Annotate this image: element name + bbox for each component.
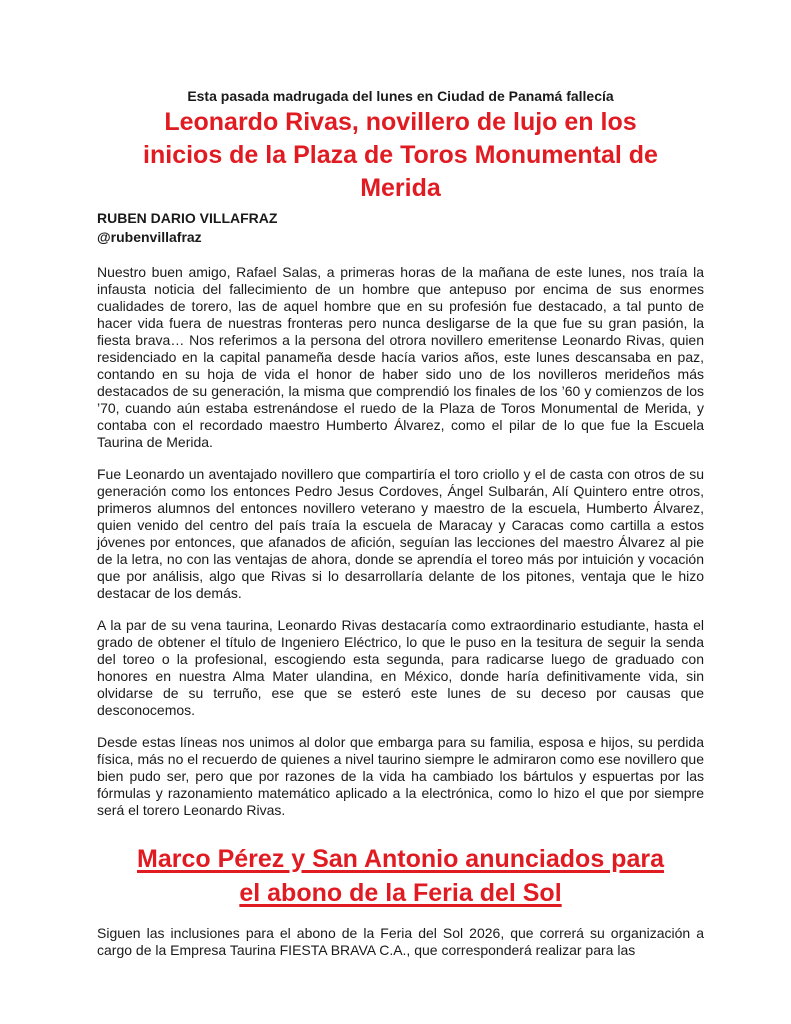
body-paragraph-3: A la par de su vena taurina, Leonardo Rivas destacaría como extraordinario estudiante, hasta el grado de obtener el título de Ingeniero Eléctrico, lo que le puso en la tesitura de seguir la senda del toreo o la profesional, escogiendo esta segunda, para radicarse luego de graduado con honores en nuestra Alma Mater ulandina, en México, donde haría definitivamente vida, sin olvidarse de su terruño, ese que se esteró este lunes de su deceso por causas que desconocemos.: [97, 617, 704, 718]
byline-author-handle: @rubenvillafraz: [97, 229, 202, 245]
section-paragraph-1: Siguen las inclusiones para el abono de la Feria del Sol 2026, que correrá su organización a cargo de la Empresa Taurina FIESTA BRAVA C.A., que corresponderá realizar para las: [97, 925, 704, 958]
section-heading-line-2: el abono de la Feria del Sol: [239, 879, 562, 907]
body-paragraph-4: Desde estas líneas nos unimos al dolor que embarga para su familia, esposa e hijos, su perdida física, más no el recuerdo de quienes a nivel taurino siempre le admiraron como ese novillero que bien pudo ser, pero que por razones de la vida ha cambiado los bártulos y espuertas por las fórmulas y razonamiento matemático aplicado a la electrónica, como lo hizo el que por siempre será el torero Leonardo Rivas.: [97, 734, 704, 818]
article-title-line-1: Leonardo Rivas, novillero de lujo en los: [164, 108, 637, 136]
byline: [97, 209, 704, 247]
section-heading: [97, 842, 704, 910]
section-heading-line-1: Marco Pérez y San Antonio anunciados para: [137, 845, 664, 873]
byline-author-name: RUBEN DARIO VILLAFRAZ: [97, 210, 278, 226]
kicker-line: Esta pasada madrugada del lunes en Ciudad de Panamá fallecía: [187, 88, 614, 104]
body-paragraph-2: Fue Leonardo un aventajado novillero que compartiría el toro criollo y el de casta con otros de su generación como los entonces Pedro Jesus Cordoves, Ángel Sulbarán, Alí Quintero entre otros, primeros alumnos del entonces novillero veterano y maestro de la escuela, Humberto Álvarez, quien venido del centro del país traía la escuela de Maracay y Caracas como cartilla a estos jóvenes por entonces, que afanados de afición, seguían las lecciones del maestro Álvarez al pie de la letra, no con las ventajas de ahora, donde se aprendía el toreo más por intuición y vocación que por análisis, algo que Rivas si lo desarrollaría delante de los pitones, ventaja que le hizo destacar de los demás.: [97, 466, 704, 601]
article-title-line-3: Merida: [360, 174, 441, 202]
article-title: [97, 106, 704, 205]
article-title-line-2: inicios de la Plaza de Toros Monumental de: [143, 141, 658, 169]
body-paragraph-1: Nuestro buen amigo, Rafael Salas, a primeras horas de la mañana de este lunes, nos traía la infausta noticia del fallecimiento de un hombre que antepuso por encima de sus enormes cualidades de torero, las de aquel hombre que en su profesión fue destacado, a tal punto de hacer vida fuera de nuestras fronteras pero nunca desligarse de la que fue su gran pasión, la fiesta brava… Nos referimos a la persona del otrora novillero emeritense Leonardo Rivas, quien residenciado en la capital panameña desde hacía varios años, este lunes descansaba en paz, contando en su hoja de vida el honor de haber sido uno de los novilleros merideños más destacados de su generación, la misma que comprendió los finales de los ’60 y comienzos de los ’70, cuando aún estaba estrenándose el ruedo de la Plaza de Toros Monumental de Merida, y contaba con el recordado maestro Humberto Álvarez, como el pilar de lo que fue la Escuela Taurina de Merida.: [97, 264, 704, 450]
